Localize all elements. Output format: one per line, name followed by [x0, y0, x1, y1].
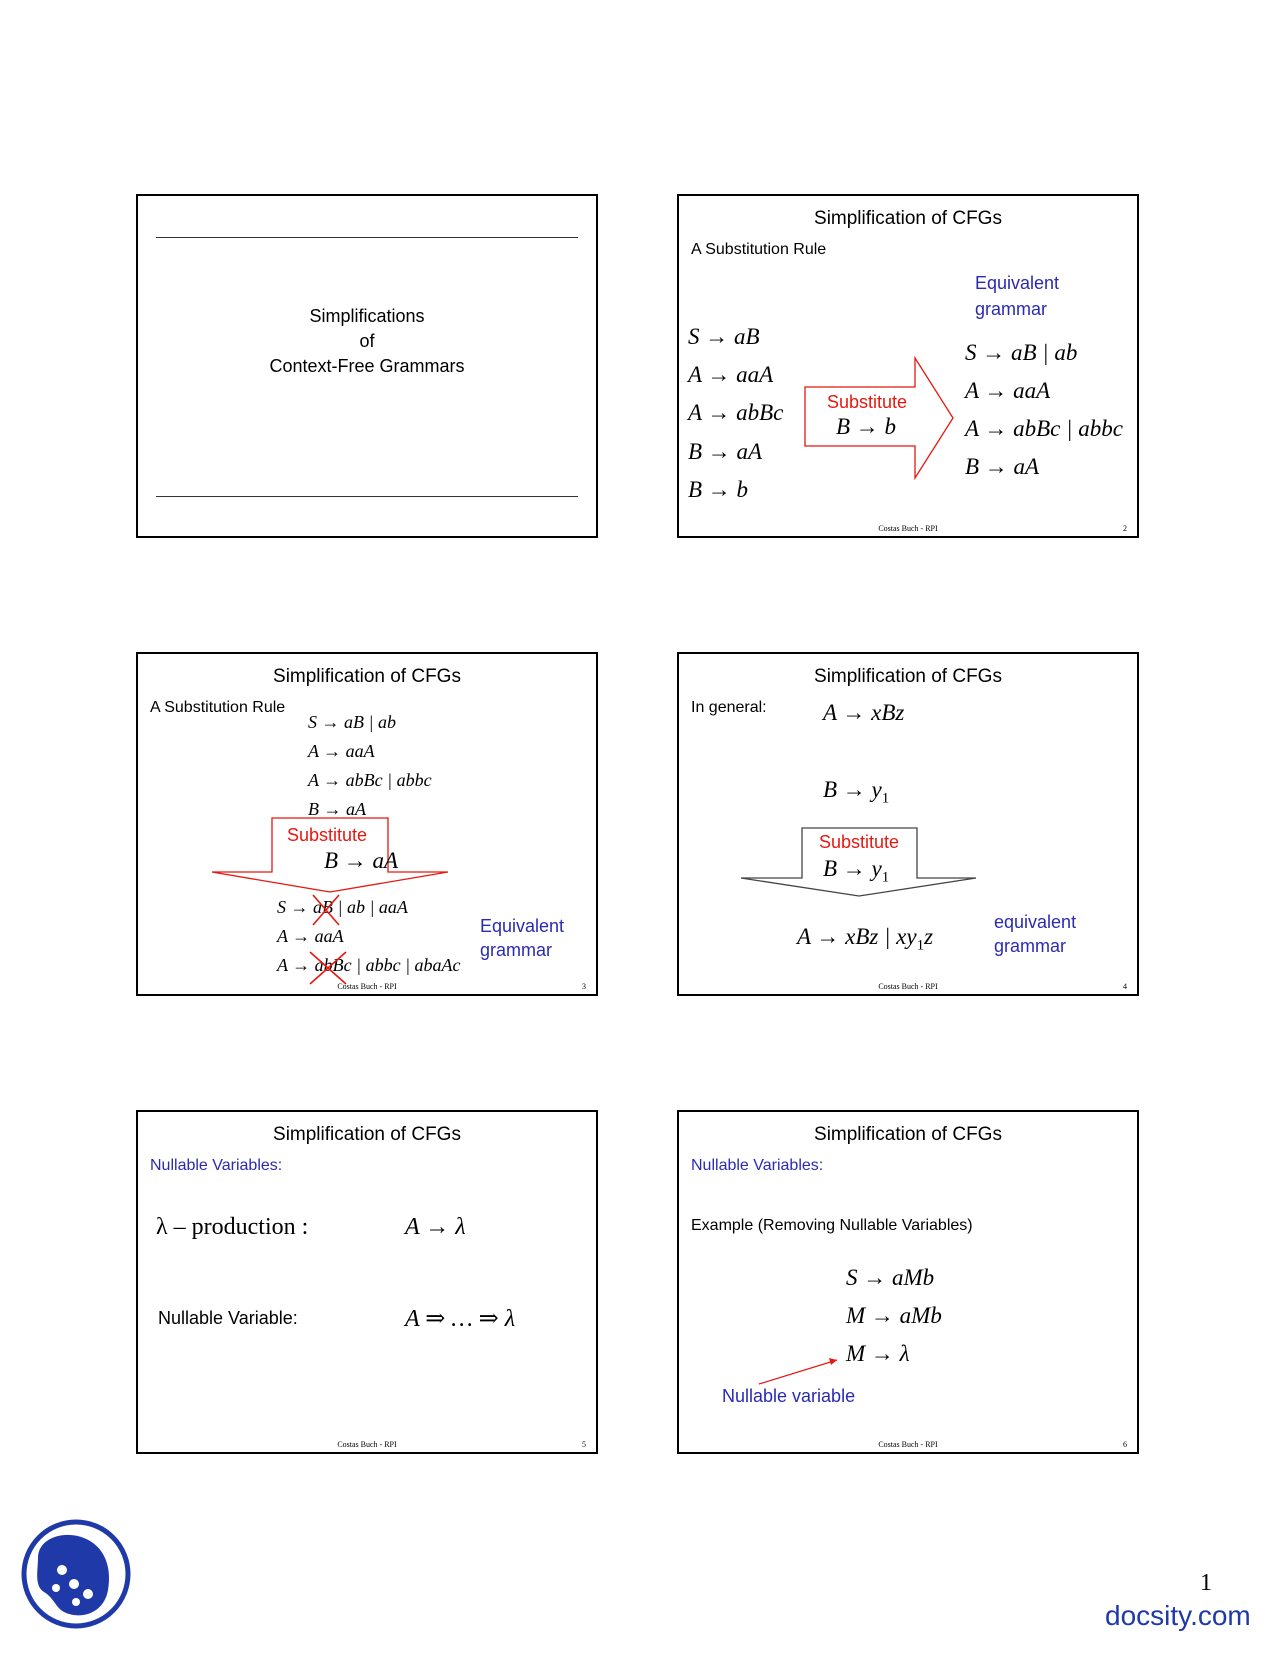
slide-subtitle: A Substitution Rule — [150, 699, 286, 716]
rule: A → aaA — [688, 362, 774, 387]
grammar-label: grammar — [994, 936, 1067, 956]
rule: A → abBc | abbc | abaAc — [277, 955, 461, 975]
page-number: 1 — [1200, 1570, 1212, 1596]
rule: B → aA — [688, 439, 763, 464]
grammar-label: grammar — [480, 940, 553, 960]
rule: B → aA — [965, 454, 1040, 479]
rule: A → abBc | abbc — [308, 770, 432, 790]
slide-number: 2 — [1123, 524, 1127, 533]
slide-footer: Costas Buch - RPI — [337, 1440, 397, 1449]
slide-3 — [136, 652, 598, 996]
slide-1 — [136, 194, 598, 538]
rule: A → aaA — [277, 926, 344, 946]
arrow-rule-text: B → y — [823, 856, 882, 881]
slide-2 — [677, 194, 1139, 538]
slide-title: Simplification of CFGs — [814, 666, 1002, 687]
rule: A → aaA — [965, 378, 1051, 403]
slide-subtitle: A Substitution Rule — [691, 241, 827, 258]
title-line-2: of — [359, 331, 375, 351]
docsity-brand-link[interactable]: docsity.com — [1105, 1600, 1251, 1631]
rule-b-text: B → y — [823, 777, 882, 802]
slide-number: 3 — [582, 982, 586, 991]
title-line-1: Simplifications — [309, 306, 425, 326]
title-block — [138, 304, 596, 379]
nullable-variable-annotation: Nullable variable — [722, 1386, 856, 1406]
slide-subtitle: Nullable Variables: — [150, 1157, 283, 1174]
slide-4 — [677, 652, 1139, 996]
arrow-rule — [823, 856, 889, 887]
subscript: 1 — [881, 790, 890, 807]
equivalent-label: equivalent — [994, 912, 1077, 932]
slide-5 — [136, 1110, 598, 1454]
rule: A → abBc — [688, 400, 784, 425]
grammar-label: grammar — [975, 299, 1048, 319]
subscript: 1 — [916, 937, 925, 954]
slide-number: 6 — [1123, 1440, 1127, 1449]
title-line-3: Context-Free Grammars — [269, 356, 465, 376]
rule: S → aB — [688, 324, 760, 349]
rule: A → aaA — [308, 741, 375, 761]
arrow-rule: B → b — [836, 414, 897, 439]
slide-subtitle: Nullable Variables: — [691, 1157, 824, 1174]
in-general-label: In general: — [691, 699, 767, 716]
slide-footer: Costas Buch - RPI — [878, 982, 938, 991]
equivalent-label: Equivalent — [975, 273, 1060, 293]
arrow-label: Substitute — [827, 392, 908, 412]
rule: B → b — [688, 477, 749, 502]
slide-footer: Costas Buch - RPI — [878, 1440, 938, 1449]
rule: A → abBc | abbc — [965, 416, 1123, 441]
rule: S → aB | ab — [965, 340, 1078, 365]
slide-footer: Costas Buch - RPI — [878, 524, 938, 533]
lambda-production-label: λ – production : — [156, 1214, 309, 1240]
nullable-variable-label: Nullable Variable: — [158, 1308, 298, 1328]
rule: B → aA — [308, 799, 366, 819]
rule: M → aMb — [846, 1303, 942, 1328]
result-rule-text: A → xBz | xy — [797, 924, 917, 949]
divider — [156, 237, 578, 238]
result-rule — [797, 924, 933, 955]
slide-footer: Costas Buch - RPI — [337, 982, 397, 991]
subscript: 1 — [881, 869, 890, 886]
equivalent-label: Equivalent — [480, 916, 565, 936]
example-label: Example (Removing Nullable Variables) — [691, 1217, 973, 1234]
rule: S → aB | ab — [308, 712, 396, 732]
nullable-rule: A ⇒ … ⇒ λ — [405, 1306, 516, 1332]
docsity-logo-icon — [20, 1518, 132, 1630]
slide-6 — [677, 1110, 1139, 1454]
rule: M → λ — [846, 1341, 910, 1366]
rule: S → aB | ab | aaA — [277, 897, 408, 917]
slide-number: 4 — [1123, 982, 1127, 991]
divider — [156, 496, 578, 497]
slide-title: Simplification of CFGs — [273, 666, 461, 687]
arrow-rule: B → aA — [324, 848, 399, 873]
rule: S → aMb — [846, 1265, 935, 1290]
slide-title: Simplification of CFGs — [814, 208, 1002, 229]
slide-title: Simplification of CFGs — [273, 1124, 461, 1145]
right-arrow-shape — [679, 196, 1139, 536]
lambda-rule: A → λ — [405, 1214, 466, 1240]
slide-title: Simplification of CFGs — [814, 1124, 1002, 1145]
slide-number: 5 — [582, 1440, 586, 1449]
result-rule-tail: z — [924, 924, 934, 949]
arrow-label: Substitute — [819, 832, 900, 852]
rule-a: A → xBz — [823, 700, 905, 725]
arrow-label: Substitute — [287, 825, 368, 845]
